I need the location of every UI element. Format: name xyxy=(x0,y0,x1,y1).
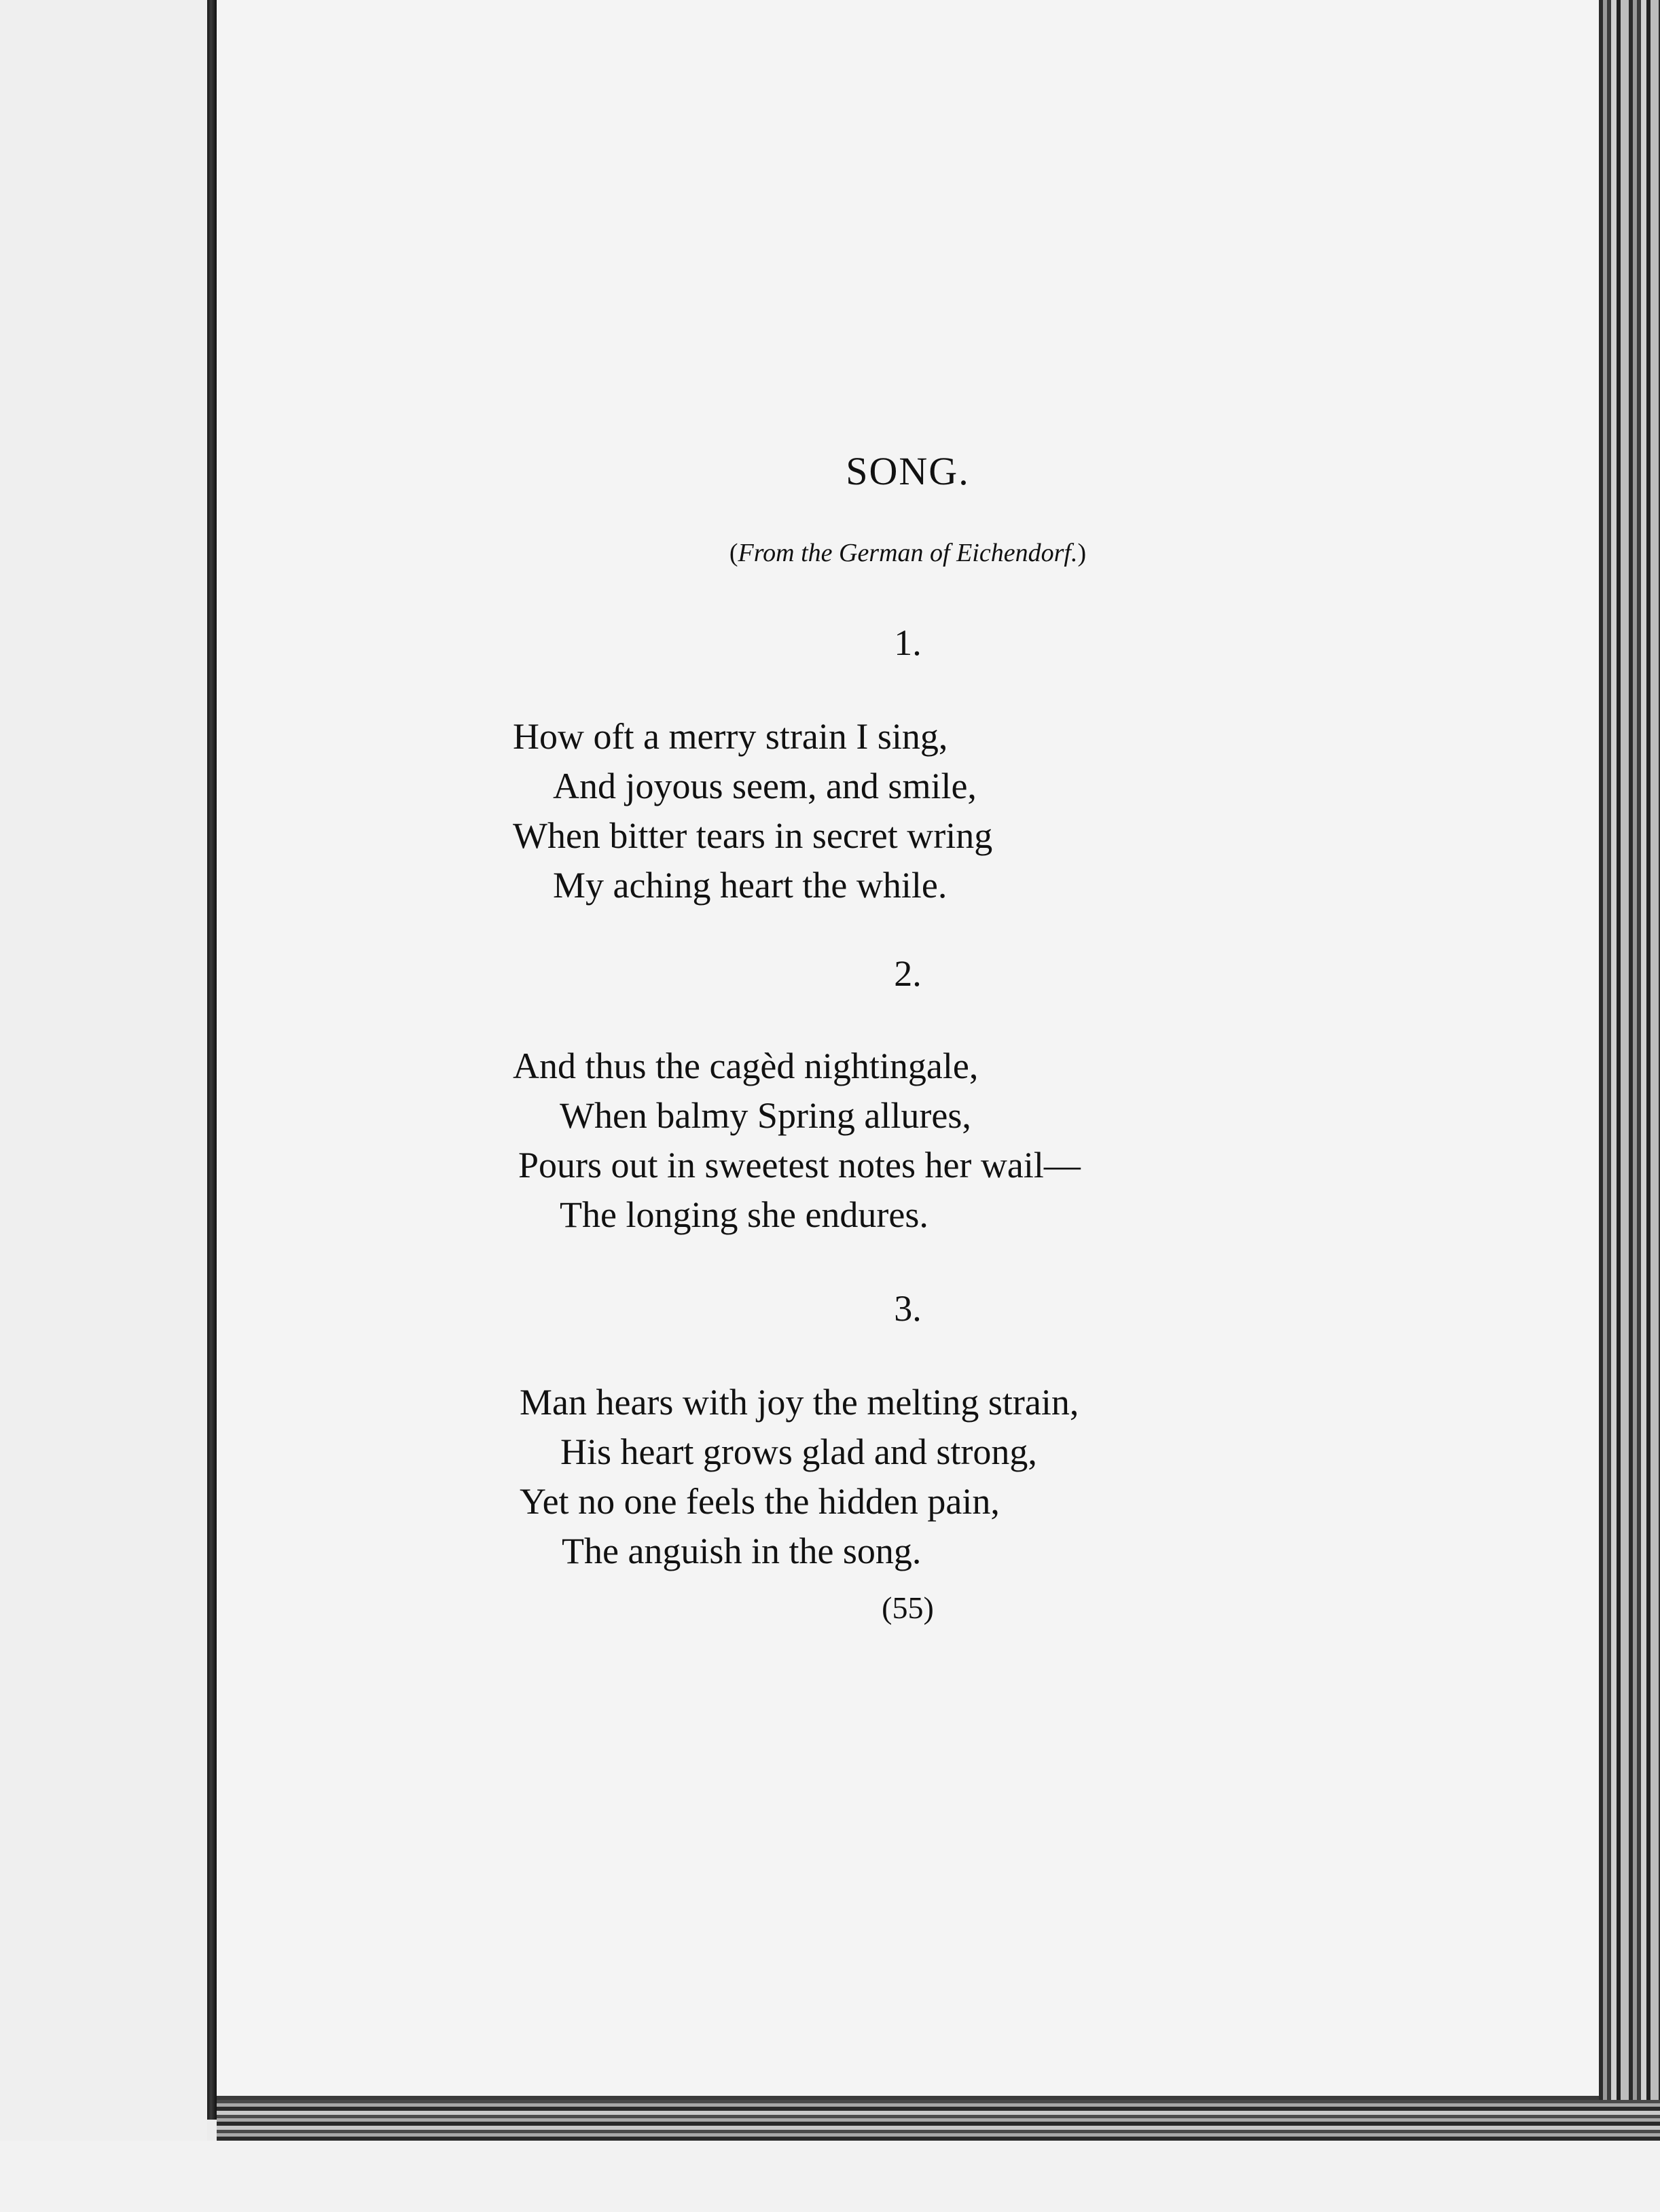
stanza-number: 2. xyxy=(894,953,922,994)
page-gutter xyxy=(207,0,217,2120)
poem-line: When balmy Spring allures, xyxy=(560,1095,971,1136)
poem-line: How oft a merry strain I sing, xyxy=(513,716,948,757)
poem-title: SONG. xyxy=(846,449,970,493)
bottom-page-edges xyxy=(217,2100,1660,2141)
poem-line: And thus the cagèd nightingale, xyxy=(513,1046,979,1086)
poem-line: The anguish in the song. xyxy=(562,1531,922,1571)
previous-page xyxy=(0,0,207,2212)
subtitle-close-paren: ) xyxy=(1077,539,1087,567)
page-number: (55) xyxy=(882,1590,934,1625)
scan-background xyxy=(0,2141,1660,2212)
poem-line: My aching heart the while. xyxy=(553,865,948,906)
poem-line: Pours out in sweetest notes her wail— xyxy=(518,1145,1081,1185)
book-page xyxy=(217,0,1599,2100)
stanza-number: 3. xyxy=(894,1288,922,1329)
poem-line: The longing she endures. xyxy=(560,1194,928,1235)
poem-line: And joyous seem, and smile, xyxy=(553,766,977,806)
poem-subtitle xyxy=(217,538,1599,568)
poem-line: Man hears with joy the melting strain, xyxy=(520,1382,1079,1423)
poem-line: His heart grows glad and strong, xyxy=(560,1431,1037,1472)
poem-line: Yet no one feels the hidden pain, xyxy=(520,1481,1000,1522)
stacked-page-edges xyxy=(1599,0,1660,2174)
subtitle-open-paren: ( xyxy=(729,539,738,567)
stanza-number: 1. xyxy=(894,622,922,663)
subtitle-source: From the German of Eichendorf. xyxy=(738,539,1078,567)
poem-line: When bitter tears in secret wring xyxy=(513,815,993,856)
